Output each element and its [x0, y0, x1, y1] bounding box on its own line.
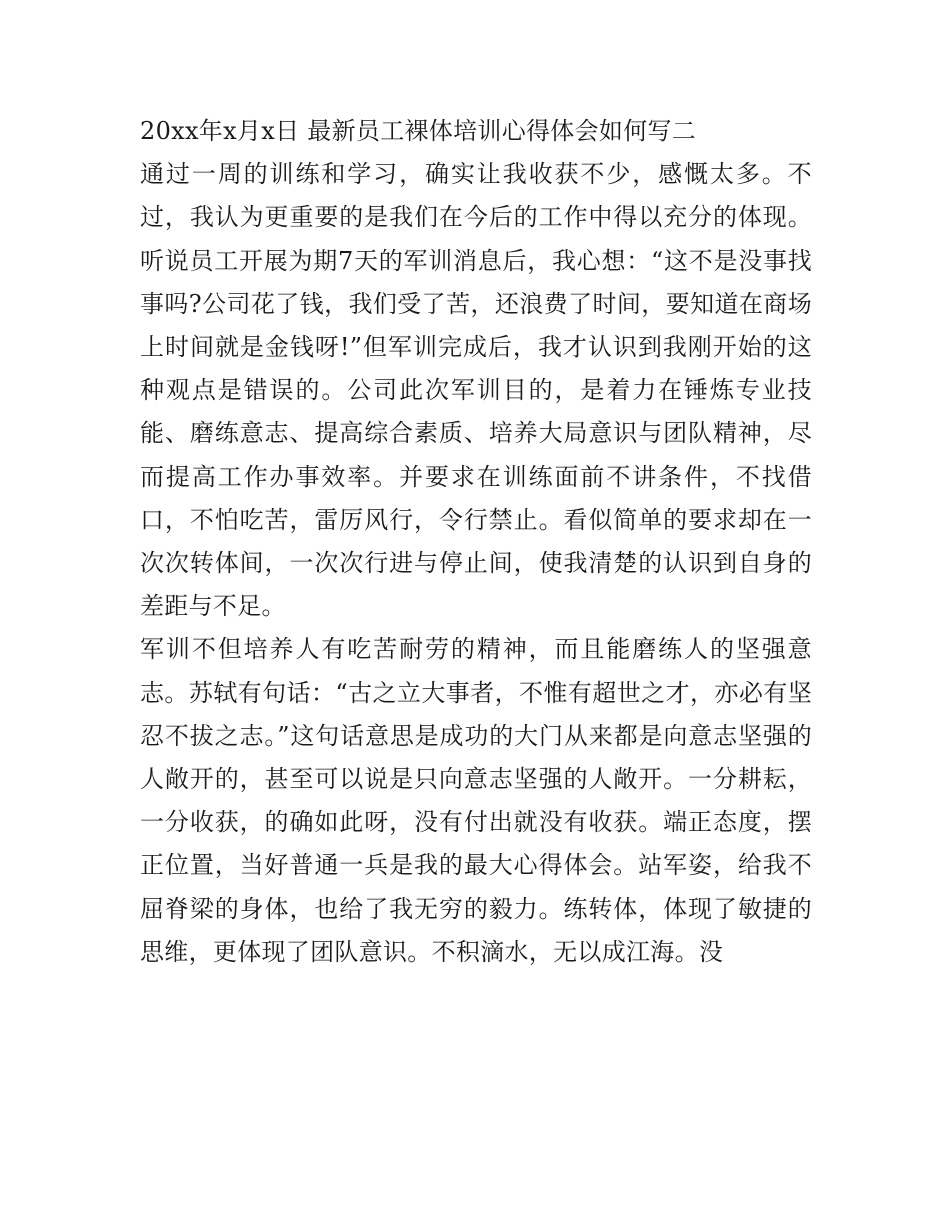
- paragraph-2: 军训不但培养人有吃苦耐劳的精神，而且能磨练人的坚强意志。苏轼有句话：“古之立大事者，不惟有超世之才，亦必有坚忍不拔之志。”这句话意思是成功的大门从来都是向意志坚强的人敞开的，甚至可以说是只向意志坚强的人敞开。一分耕耘，一分收获，的确如此呀，没有付出就没有收获。端正态度，摆正位置，当好普通一兵是我的最大心得体会。站军姿，给我不屈脊梁的身体，也给了我无穷的毅力。练转体，体现了敏捷的思维，更体现了团队意识。不积滴水，无以成江海。没: [140, 635, 812, 966]
- paragraph-1: 通过一周的训练和学习，确实让我收获不少，感慨太多。不过，我认为更重要的是我们在今后的工作中得以充分的体现。听说员工开展为期7天的军训消息后，我心想：“这不是没事找事吗?公司花了钱，我们受了苦，还浪费了时间，要知道在商场上时间就是金钱呀!”但军训完成后，我才认识到我刚开始的这种观点是错误的。公司此次军训目的，是着力在锤炼专业技能、磨练意志、提高综合素质、培养大局意识与团队精神，尽而提高工作办事效率。并要求在训练面前不讲条件，不找借口，不怕吃苦，雷厉风行，令行禁止。看似简单的要求却在一次次转体间，一次次行进与停止间，使我清楚的认识到自身的差距与不足。: [140, 160, 812, 621]
- document-title: 20xx年x月x日 最新员工裸体培训心得体会如何写二: [140, 117, 697, 145]
- document-body: [140, 110, 812, 974]
